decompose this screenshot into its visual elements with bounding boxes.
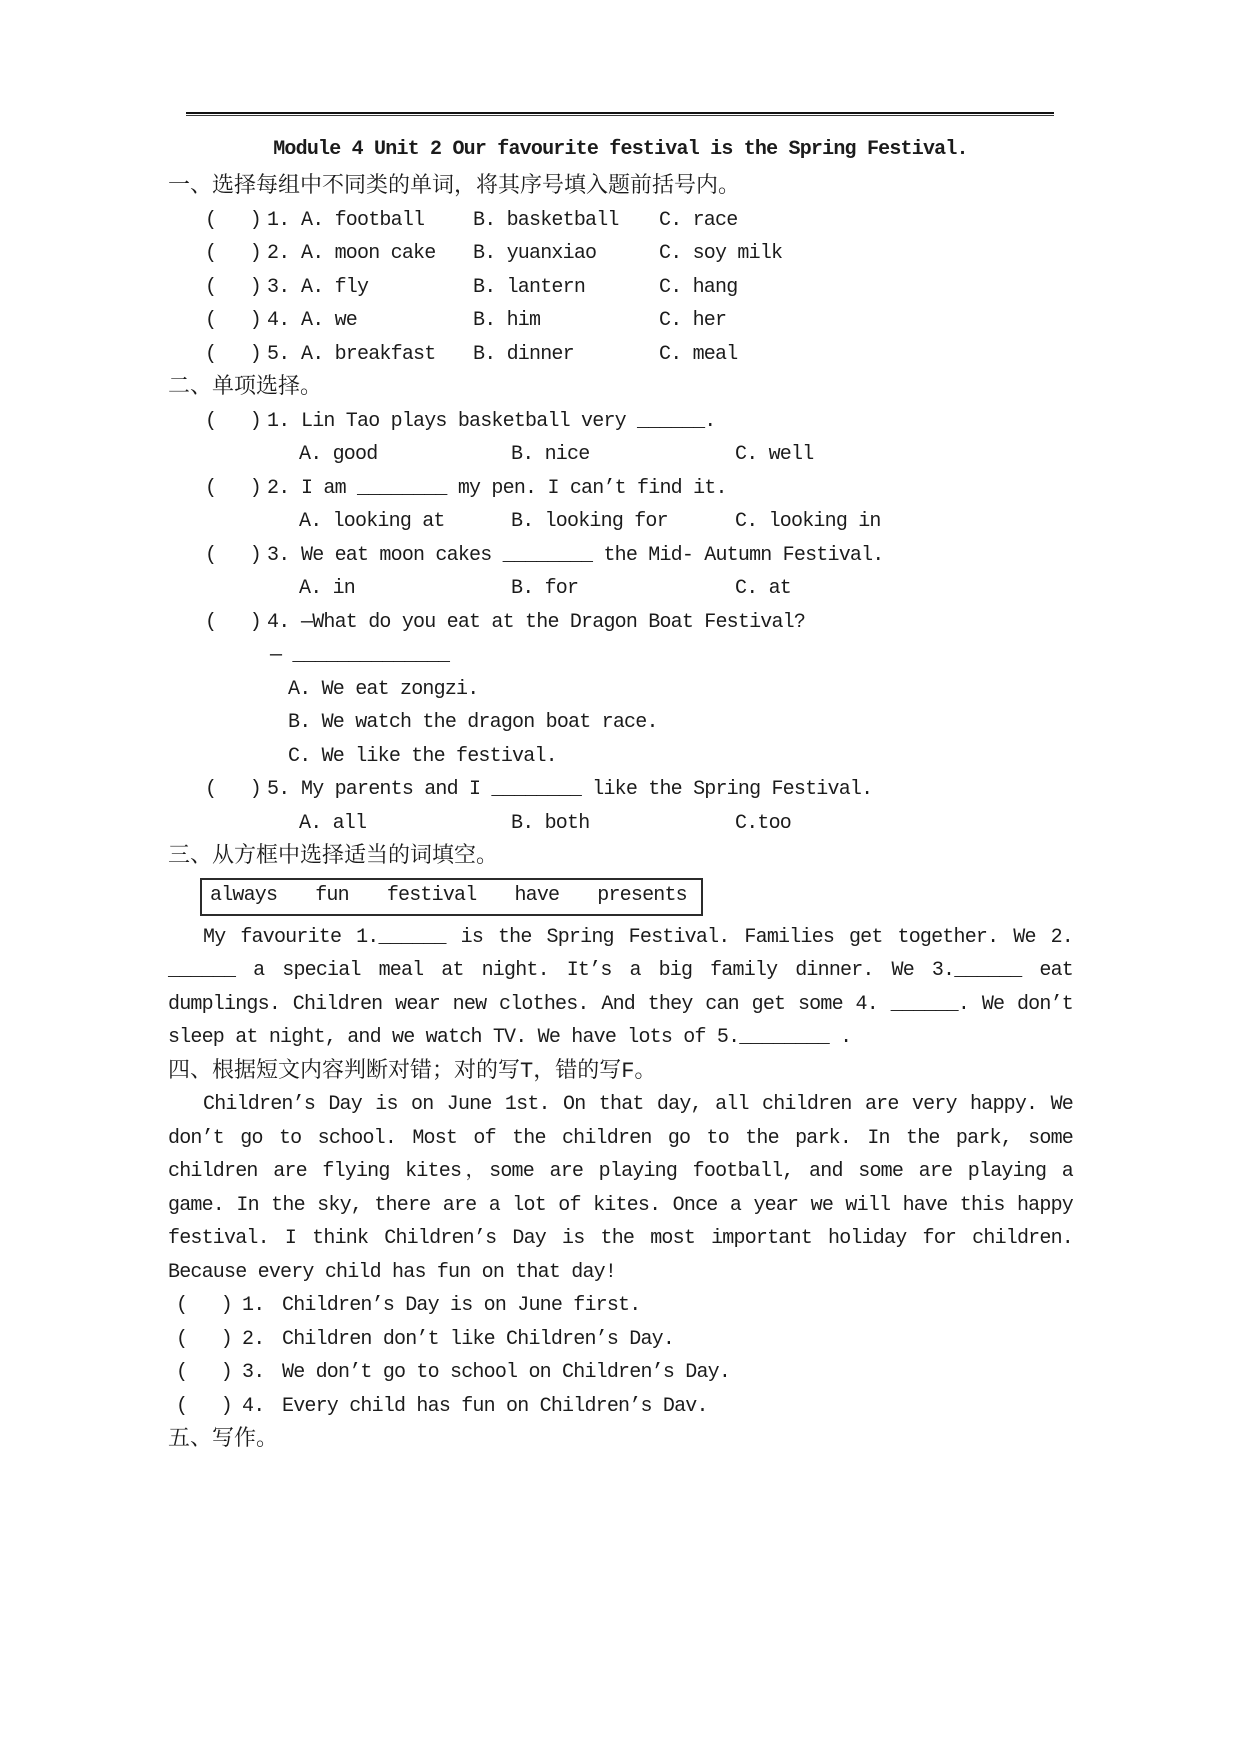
option-a: A. in xyxy=(299,577,356,600)
option-c: C.too xyxy=(735,811,792,835)
classify-row-5 xyxy=(168,338,1073,372)
option-c: C. well xyxy=(735,443,814,466)
item-number: 1. xyxy=(242,1294,265,1317)
answer-bracket: ( ) xyxy=(205,208,262,232)
option-c: C. looking in xyxy=(735,510,881,533)
section-2-heading: 二、单项选择。 xyxy=(168,375,323,400)
mc-question-4-option-b: B. We watch the dragon boat race. xyxy=(288,711,658,734)
item-number: 3. xyxy=(267,275,290,299)
question-text: —What do you eat at the Dragon Boat Festival? xyxy=(301,610,806,634)
classify-row-3 xyxy=(168,271,1073,305)
word-bank-word: fun xyxy=(315,883,349,907)
answer-bracket: ( ) xyxy=(205,610,262,634)
answer-bracket: ( ) xyxy=(205,275,262,299)
page-title: Module 4 Unit 2 Our favourite festival is the Spring Festival. xyxy=(273,138,968,161)
mc-question-4-option-c: C. We like the festival. xyxy=(288,744,557,768)
mc-question-1 xyxy=(168,405,1073,439)
section-3-heading: 三、从方框中选择适当的词填空。 xyxy=(168,844,499,869)
option-b: B. him xyxy=(473,309,541,332)
true-false-row-3 xyxy=(168,1356,1073,1390)
answer-bracket: ( ) xyxy=(205,543,262,567)
question-number: 1. xyxy=(267,409,290,433)
option-c: C. her xyxy=(659,309,727,332)
answer-bracket: ( ) xyxy=(205,309,262,332)
item-number: 2. xyxy=(242,1327,265,1351)
option-a: A. good xyxy=(299,443,378,466)
answer-bracket: ( ) xyxy=(205,476,262,500)
true-false-row-2 xyxy=(168,1323,1073,1357)
section-4 xyxy=(168,1055,1073,1424)
section-5 xyxy=(168,1423,1073,1457)
option-b: B. yuanxiao xyxy=(473,242,597,265)
word-bank-row xyxy=(200,878,1073,916)
item-number: 2. xyxy=(267,242,290,265)
option-b: B. nice xyxy=(511,443,590,466)
word-bank-word: presents xyxy=(597,883,687,907)
option-b: B. basketball xyxy=(473,208,619,232)
cloze-passage-line: My favourite 1.______ is the Spring Festival. Families get together. We 2. xyxy=(203,925,1073,949)
mc-question-4-option-a: A. We eat zongzi. xyxy=(288,677,479,701)
option-c: C. meal xyxy=(659,342,738,366)
classify-row-2 xyxy=(168,237,1073,271)
mc-options-1 xyxy=(168,438,1073,472)
answer-bracket: ( ) xyxy=(176,1294,233,1317)
reading-passage-line: children are flying kites，some are playing football, and some are playing a xyxy=(168,1160,1073,1183)
option-b: B. dinner xyxy=(473,342,574,366)
option-b: B. looking for xyxy=(511,510,668,533)
reading-passage-line: festival. I think Children’s Day is the most important holiday for children. xyxy=(168,1227,1073,1250)
question-number: 4. xyxy=(267,610,290,634)
option-a: A. we xyxy=(301,309,358,332)
question-text: Lin Tao plays basketball very ______. xyxy=(301,409,716,433)
classify-row-1 xyxy=(168,204,1073,238)
word-bank-word: have xyxy=(514,883,560,907)
answer-bracket: ( ) xyxy=(205,242,262,265)
answer-bracket: ( ) xyxy=(205,409,262,433)
item-number: 3. xyxy=(242,1361,265,1384)
classify-row-4 xyxy=(168,304,1073,338)
option-a: A. football xyxy=(301,208,425,232)
answer-bracket: ( ) xyxy=(176,1361,233,1384)
option-a: A. breakfast xyxy=(301,342,436,366)
answer-bracket: ( ) xyxy=(205,342,262,366)
mc-options-3 xyxy=(168,572,1073,606)
option-b: B. both xyxy=(511,811,590,835)
answer-bracket: ( ) xyxy=(176,1327,233,1351)
answer-bracket: ( ) xyxy=(205,778,262,801)
statement-text: Children don’t like Children’s Day. xyxy=(282,1327,675,1351)
question-text: My parents and I ________ like the Spring Festival. xyxy=(301,778,873,801)
option-a: A. fly xyxy=(301,275,369,299)
mc-question-5 xyxy=(168,773,1073,807)
word-bank-box xyxy=(200,878,703,916)
option-a: A. moon cake xyxy=(301,242,436,265)
statement-text: Every child has fun on Children’s Dav. xyxy=(282,1394,708,1418)
true-false-row-1 xyxy=(168,1289,1073,1323)
mc-question-2 xyxy=(168,472,1073,506)
reading-passage-line: Because every child has fun on that day! xyxy=(168,1260,617,1284)
option-b: B. lantern xyxy=(473,275,586,299)
statement-text: Children’s Day is on June first. xyxy=(282,1294,641,1317)
statement-text: We don’t go to school on Children’s Day. xyxy=(282,1361,731,1384)
question-number: 2. xyxy=(267,476,290,500)
reading-passage-line: Children’s Day is on June 1st. On that day, all children are very happy. We xyxy=(203,1093,1073,1116)
question-number: 5. xyxy=(267,778,290,801)
cloze-passage-line: ______ a special meal at night. It’s a big family dinner. We 3.______ eat xyxy=(168,959,1073,982)
section-5-heading: 五、写作。 xyxy=(168,1427,279,1452)
item-number: 4. xyxy=(267,309,290,332)
section-3 xyxy=(168,840,1073,1055)
word-bank-word: always xyxy=(210,883,278,907)
reading-passage-line: game. In the sky, there are a lot of kites. Once a year we will have this happy xyxy=(168,1193,1073,1217)
section-1 xyxy=(168,170,1073,371)
option-c: C. at xyxy=(735,577,792,600)
option-c: C. soy milk xyxy=(659,242,783,265)
header-rule xyxy=(186,112,1054,116)
mc-question-4 xyxy=(168,606,1073,640)
mc-options-5 xyxy=(168,807,1073,841)
option-a: A. looking at xyxy=(299,510,445,533)
item-number: 4. xyxy=(242,1394,265,1418)
worksheet-content xyxy=(168,0,1073,1457)
cloze-passage-line: dumplings. Children wear new clothes. And they can get some 4. ______. We don’t xyxy=(168,992,1073,1016)
item-number: 1. xyxy=(267,208,290,232)
section-1-heading: 一、选择每组中不同类的单词，将其序号填入题前括号内。 xyxy=(168,174,741,199)
section-4-heading: 四、根据短文内容判断对错；对的写T，错的写F。 xyxy=(168,1058,657,1084)
option-c: C. race xyxy=(659,208,738,232)
mc-question-4-answer-blank: — ______________ xyxy=(270,644,450,667)
question-text: I am ________ my pen. I can’t find it. xyxy=(301,476,727,500)
true-false-row-4 xyxy=(168,1390,1073,1424)
question-number: 3. xyxy=(267,543,290,567)
question-text: We eat moon cakes ________ the Mid- Autumn Festival. xyxy=(301,543,884,567)
cloze-passage-line: sleep at night, and we watch TV. We have lots of 5.________ . xyxy=(168,1026,852,1049)
option-c: C. hang xyxy=(659,275,738,299)
option-b: B. for xyxy=(511,577,579,600)
reading-passage-line: don’t go to school. Most of the children go to the park. In the park, some xyxy=(168,1126,1073,1150)
section-2 xyxy=(168,371,1073,840)
word-bank-word: festival xyxy=(386,883,477,907)
option-a: A. all xyxy=(299,811,367,835)
item-number: 5. xyxy=(267,342,290,366)
answer-bracket: ( ) xyxy=(176,1394,233,1418)
mc-options-2 xyxy=(168,505,1073,539)
mc-question-3 xyxy=(168,539,1073,573)
